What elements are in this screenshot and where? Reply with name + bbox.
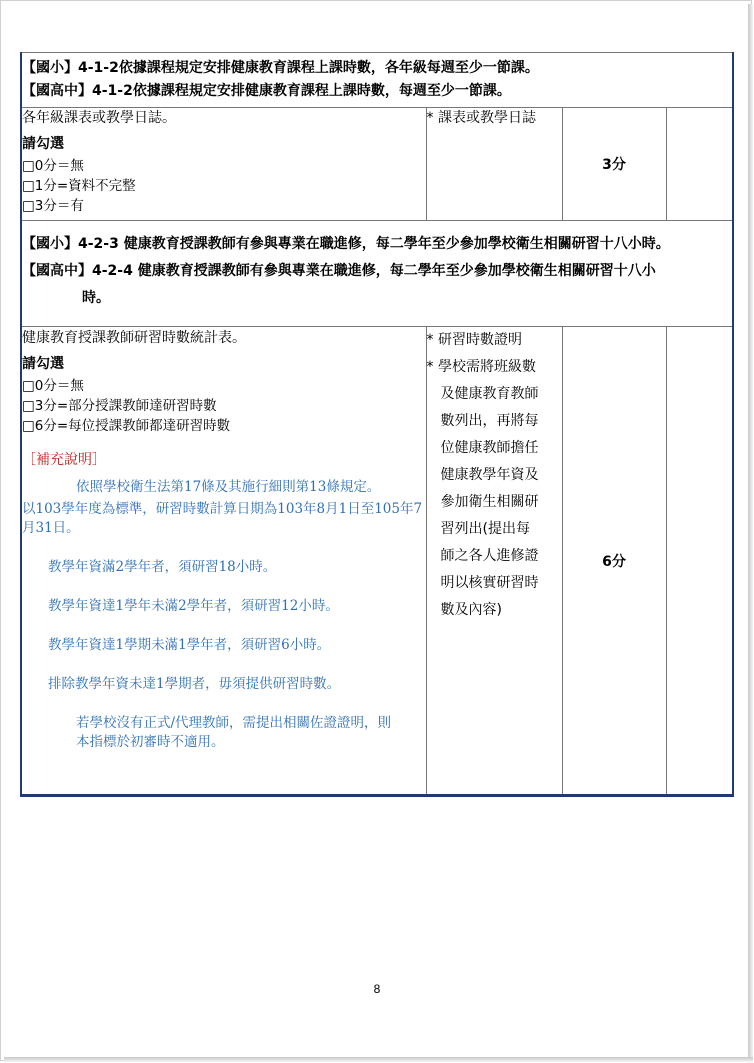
section1-row: [21, 108, 733, 221]
section2-requirement-1: * 研習時數證明: [426, 332, 522, 348]
supplement-item-2: 教學年資達1學期未滿1學年者，須研習6小時。: [48, 637, 331, 653]
supplement-intro: 依照學校衛生法第17條及其施行細則第13條規定。: [76, 479, 381, 495]
section2-select-label: 請勾選: [22, 356, 64, 372]
section1-criteria-cell: [21, 108, 426, 221]
section2-criteria-cell: [21, 327, 426, 796]
header2-line-elementary: 【國小】4-2-3 健康教育授課教師有參與專業在職進修，每二學年至少參加學校衛生相關研習十八小時。: [22, 236, 670, 252]
header2-line-secondary: 【國高中】4-2-4 健康教育授課教師有參與專業在職進修，每二學年至少參加學校衛生相關研習十八小: [22, 263, 656, 279]
section2-requirement-line: 健康教學年資及: [440, 467, 539, 483]
header-line-elementary: 【國小】4-1-2依據課程規定安排健康教育課程上課時數，各年級每週至少一節課。: [22, 60, 539, 76]
section1-header: [21, 53, 733, 108]
supplement-item-3: 排除教學年資未達1學期者，毋須提供研習時數。: [48, 676, 341, 692]
section1-description: 各年級課表或教學日誌。: [22, 110, 176, 126]
section1-select-label: 請勾選: [22, 136, 64, 152]
section2-requirement-line: 參加衛生相關研: [440, 494, 539, 510]
section2-requirement-line: 習列出(提出每: [440, 521, 530, 537]
section1-option-3[interactable]: □3分＝有: [22, 198, 84, 214]
section1-option-0[interactable]: □0分＝無: [22, 158, 84, 174]
section2-requirement-line: 及健康教育教師: [440, 386, 539, 402]
section2-requirement-line: 位健康教師擔任: [440, 440, 539, 456]
section2-requirement-cell: [426, 327, 562, 796]
header2-line-continuation: 時。: [82, 290, 110, 306]
section2-option-0[interactable]: □0分＝無: [22, 378, 84, 394]
section1-blank-cell: [666, 108, 733, 221]
section2-requirement-line: * 學校需將班級數: [426, 359, 536, 375]
section2-score: 6分: [602, 553, 626, 570]
section2-score-cell: [562, 327, 666, 796]
section2-option-3[interactable]: □3分=部分授課教師達研習時數: [22, 398, 217, 414]
page-shadow-right: [748, 4, 753, 1062]
section2-row: [21, 327, 733, 796]
section2-requirement-line: 數列出，再將每: [440, 413, 539, 429]
section2-description: 健康教育授課教師研習時數統計表。: [22, 330, 246, 346]
section1-score: 3分: [602, 157, 626, 173]
supplement-item-1: 教學年資達1學年未滿2學年者，須研習12小時。: [48, 598, 339, 614]
header-line-secondary: 【國高中】4-1-2依據課程規定安排健康教育課程上課時數，每週至少一節課。: [22, 83, 511, 99]
section2-option-6[interactable]: □6分=每位授課教師都達研習時數: [22, 418, 231, 434]
page-number: 8: [373, 982, 381, 996]
section2-requirement-line: 師之各人進修證: [440, 548, 539, 564]
supplement-period: 以103學年度為標準，研習時數計算日期為103年8月1日至105年7月31日。: [22, 501, 423, 536]
supplement-last: 若學校沒有正式/代理教師，需提出相關佐證證明，則本指標於初審時不適用。: [76, 715, 392, 750]
section1-header-row: [21, 53, 733, 108]
section1-requirement-cell: [426, 108, 562, 221]
section2-requirement-line: 明以核實研習時: [440, 575, 539, 591]
section1-option-1[interactable]: □1分=資料不完整: [22, 178, 136, 194]
page-shadow-bottom: [4, 1057, 753, 1062]
evaluation-table: [20, 52, 734, 797]
supplement-item-0: 教學年資滿2學年者，須研習18小時。: [48, 559, 277, 575]
section2-header-row: [21, 221, 733, 327]
section2-header: [21, 221, 733, 327]
section1-score-cell: [562, 108, 666, 221]
supplement-heading: ［補充說明］: [22, 452, 106, 468]
section2-requirement-line: 數及內容): [440, 602, 502, 618]
section2-blank-cell: [666, 327, 733, 796]
section1-requirement: * 課表或教學日誌: [426, 110, 536, 126]
